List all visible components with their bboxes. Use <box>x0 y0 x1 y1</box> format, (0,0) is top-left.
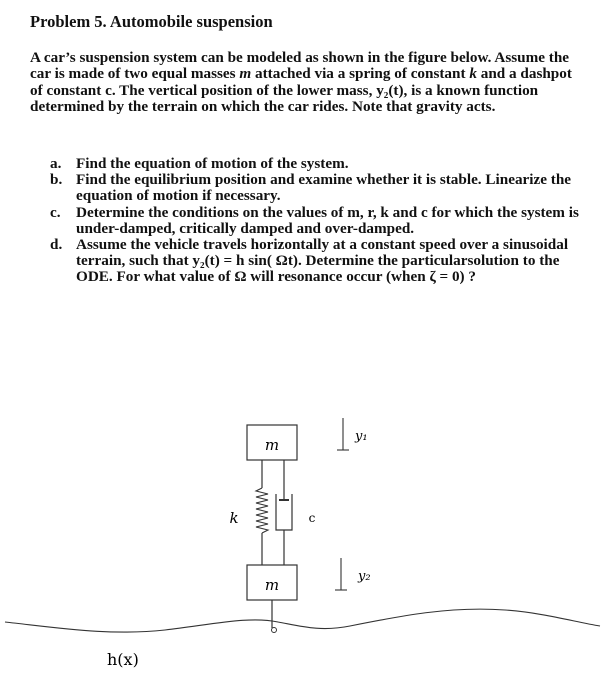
intro-mass-symbol: m <box>239 65 252 83</box>
terrain-line <box>5 609 600 632</box>
spring-coil <box>256 488 268 533</box>
dashpot-constant-label: c <box>308 511 316 525</box>
lower-mass-label: m <box>264 576 280 594</box>
question-text: Find the equation of motion of the system. <box>76 155 349 172</box>
question-b <box>50 172 580 204</box>
suspension-figure <box>0 360 607 690</box>
problem-title: Problem 5. Automobile suspension <box>30 12 273 31</box>
question-a <box>50 156 580 172</box>
wheel-contact <box>272 628 277 633</box>
question-list <box>50 156 580 286</box>
question-label: b. <box>50 171 63 189</box>
question-text: Assume the vehicle travels horizontally at a constant speed over a sinusoidal terrain, such that y₂(t) = h sin( Ωt). Determine the particularsolution to the ODE. For what value of Ω will resonance occur (when ζ = 0) ? <box>76 236 569 286</box>
question-label: d. <box>50 236 63 254</box>
problem-intro <box>30 50 585 115</box>
y2-label: y₂ <box>358 569 371 584</box>
intro-spring-symbol: k <box>469 65 477 83</box>
question-label: c. <box>50 203 61 221</box>
upper-mass-label: m <box>264 436 280 454</box>
terrain-label: h(x) <box>107 650 139 669</box>
spring-constant-label: k <box>229 509 239 527</box>
intro-text-2: attached via a spring of constant <box>251 65 470 83</box>
question-text: Determine the conditions on the values of m, r, k and c for which the system is under-damped, critically damped and over-damped. <box>76 203 579 237</box>
question-c <box>50 205 580 237</box>
question-d <box>50 237 580 286</box>
y1-label: y₁ <box>355 429 368 444</box>
intro-text-1: A car’s suspension system can be modeled as shown in the figure below. Assume the car is made of two equal masses <box>30 49 570 83</box>
question-text: Find the equilibrium position and examine whether it is stable. Linearize the equation of motion if necessary. <box>76 171 572 205</box>
question-label: a. <box>50 155 62 172</box>
intro-text-3: and a dashpot of constant c. The vertical position of the lower mass, y₂(t), is a known function determined by the terrain on which the car rides. Note that gravity acts. <box>30 65 572 115</box>
